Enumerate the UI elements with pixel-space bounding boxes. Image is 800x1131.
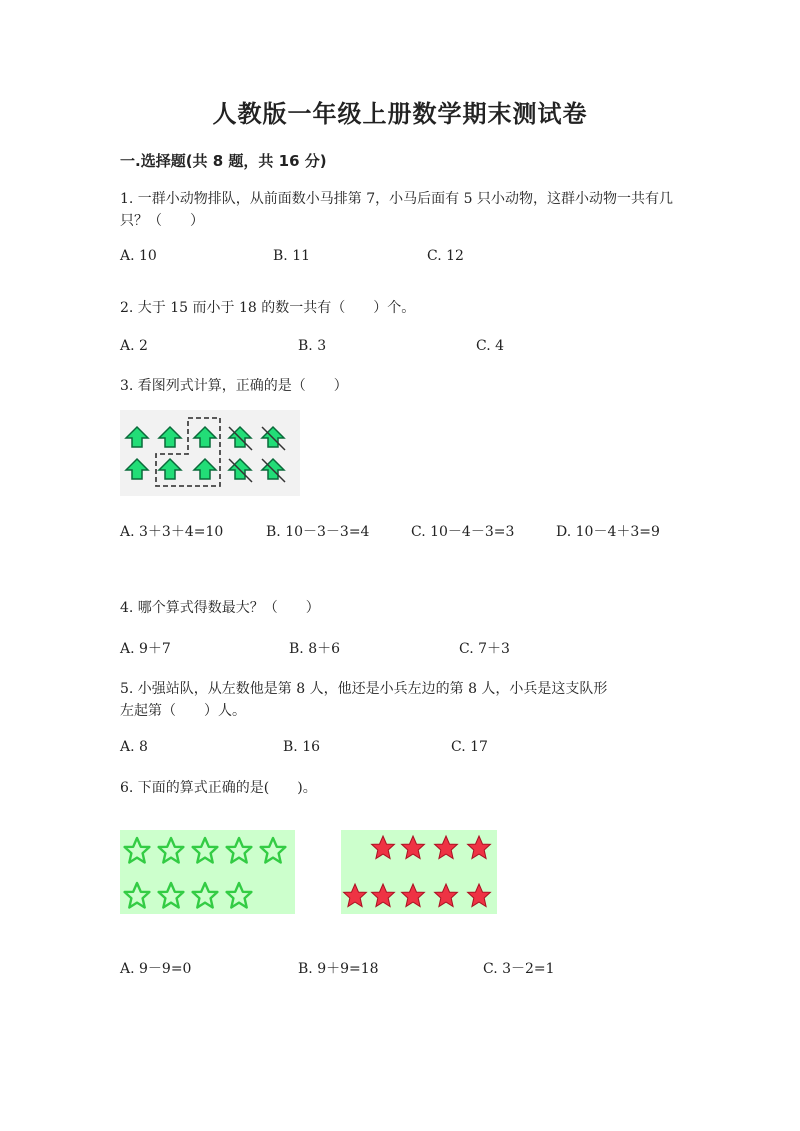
question-4-option-c[interactable]: C. 7＋3 — [459, 641, 510, 657]
question-1-text-line2: 只？（ ） — [120, 213, 204, 229]
question-3-text: 3. 看图列式计算，正确的是（ ） — [120, 378, 348, 394]
question-2-option-c[interactable]: C. 4 — [476, 338, 505, 354]
question-6-option-a[interactable]: A. 9－9=0 — [120, 961, 192, 977]
question-1-option-a[interactable]: A. 10 — [120, 248, 157, 264]
question-2-option-b[interactable]: B. 3 — [298, 338, 327, 354]
question-6-text: 6. 下面的算式正确的是( )。 — [120, 780, 317, 796]
page-title: 人教版一年级上册数学期末测试卷 — [212, 100, 588, 128]
question-3-option-c[interactable]: C. 10－4－3=3 — [411, 524, 515, 540]
question-5-text-line1: 5. 小强站队，从左数他是第 8 人，他还是小兵左边的第 8 人，小兵是这支队形 — [120, 681, 608, 697]
question-1-option-c[interactable]: C. 12 — [427, 248, 464, 264]
question-5-option-a[interactable]: A. 8 — [120, 739, 148, 755]
question-4-option-b[interactable]: B. 8＋6 — [289, 641, 341, 657]
question-1-option-b[interactable]: B. 11 — [273, 248, 311, 264]
question-3-option-b[interactable]: B. 10－3－3=4 — [266, 524, 370, 540]
question-3-option-a[interactable]: A. 3＋3＋4=10 — [120, 524, 224, 540]
arrow-figure — [120, 410, 300, 496]
question-6-option-b[interactable]: B. 9＋9=18 — [298, 961, 379, 977]
question-2-text: 2. 大于 15 而小于 18 的数一共有（ ）个。 — [120, 300, 416, 316]
question-5-option-b[interactable]: B. 16 — [283, 739, 321, 755]
question-4-text: 4. 哪个算式得数最大？（ ） — [120, 600, 320, 616]
question-5-text-line2: 左起第（ ）人。 — [120, 703, 246, 719]
question-6-option-c[interactable]: C. 3－2=1 — [483, 961, 555, 977]
question-5-option-c[interactable]: C. 17 — [451, 739, 488, 755]
question-2-option-a[interactable]: A. 2 — [120, 338, 148, 354]
red-stars-figure — [341, 830, 497, 914]
question-1-text-line1: 1. 一群小动物排队，从前面数小马排第 7，小马后面有 5 只小动物，这群小动物一共有几 — [120, 191, 673, 207]
green-stars-figure — [120, 830, 295, 914]
question-3-option-d[interactable]: D. 10－4＋3=9 — [556, 524, 660, 540]
question-4-option-a[interactable]: A. 9＋7 — [120, 641, 171, 657]
section-heading: 一.选择题(共 8 题，共 16 分) — [120, 152, 327, 170]
